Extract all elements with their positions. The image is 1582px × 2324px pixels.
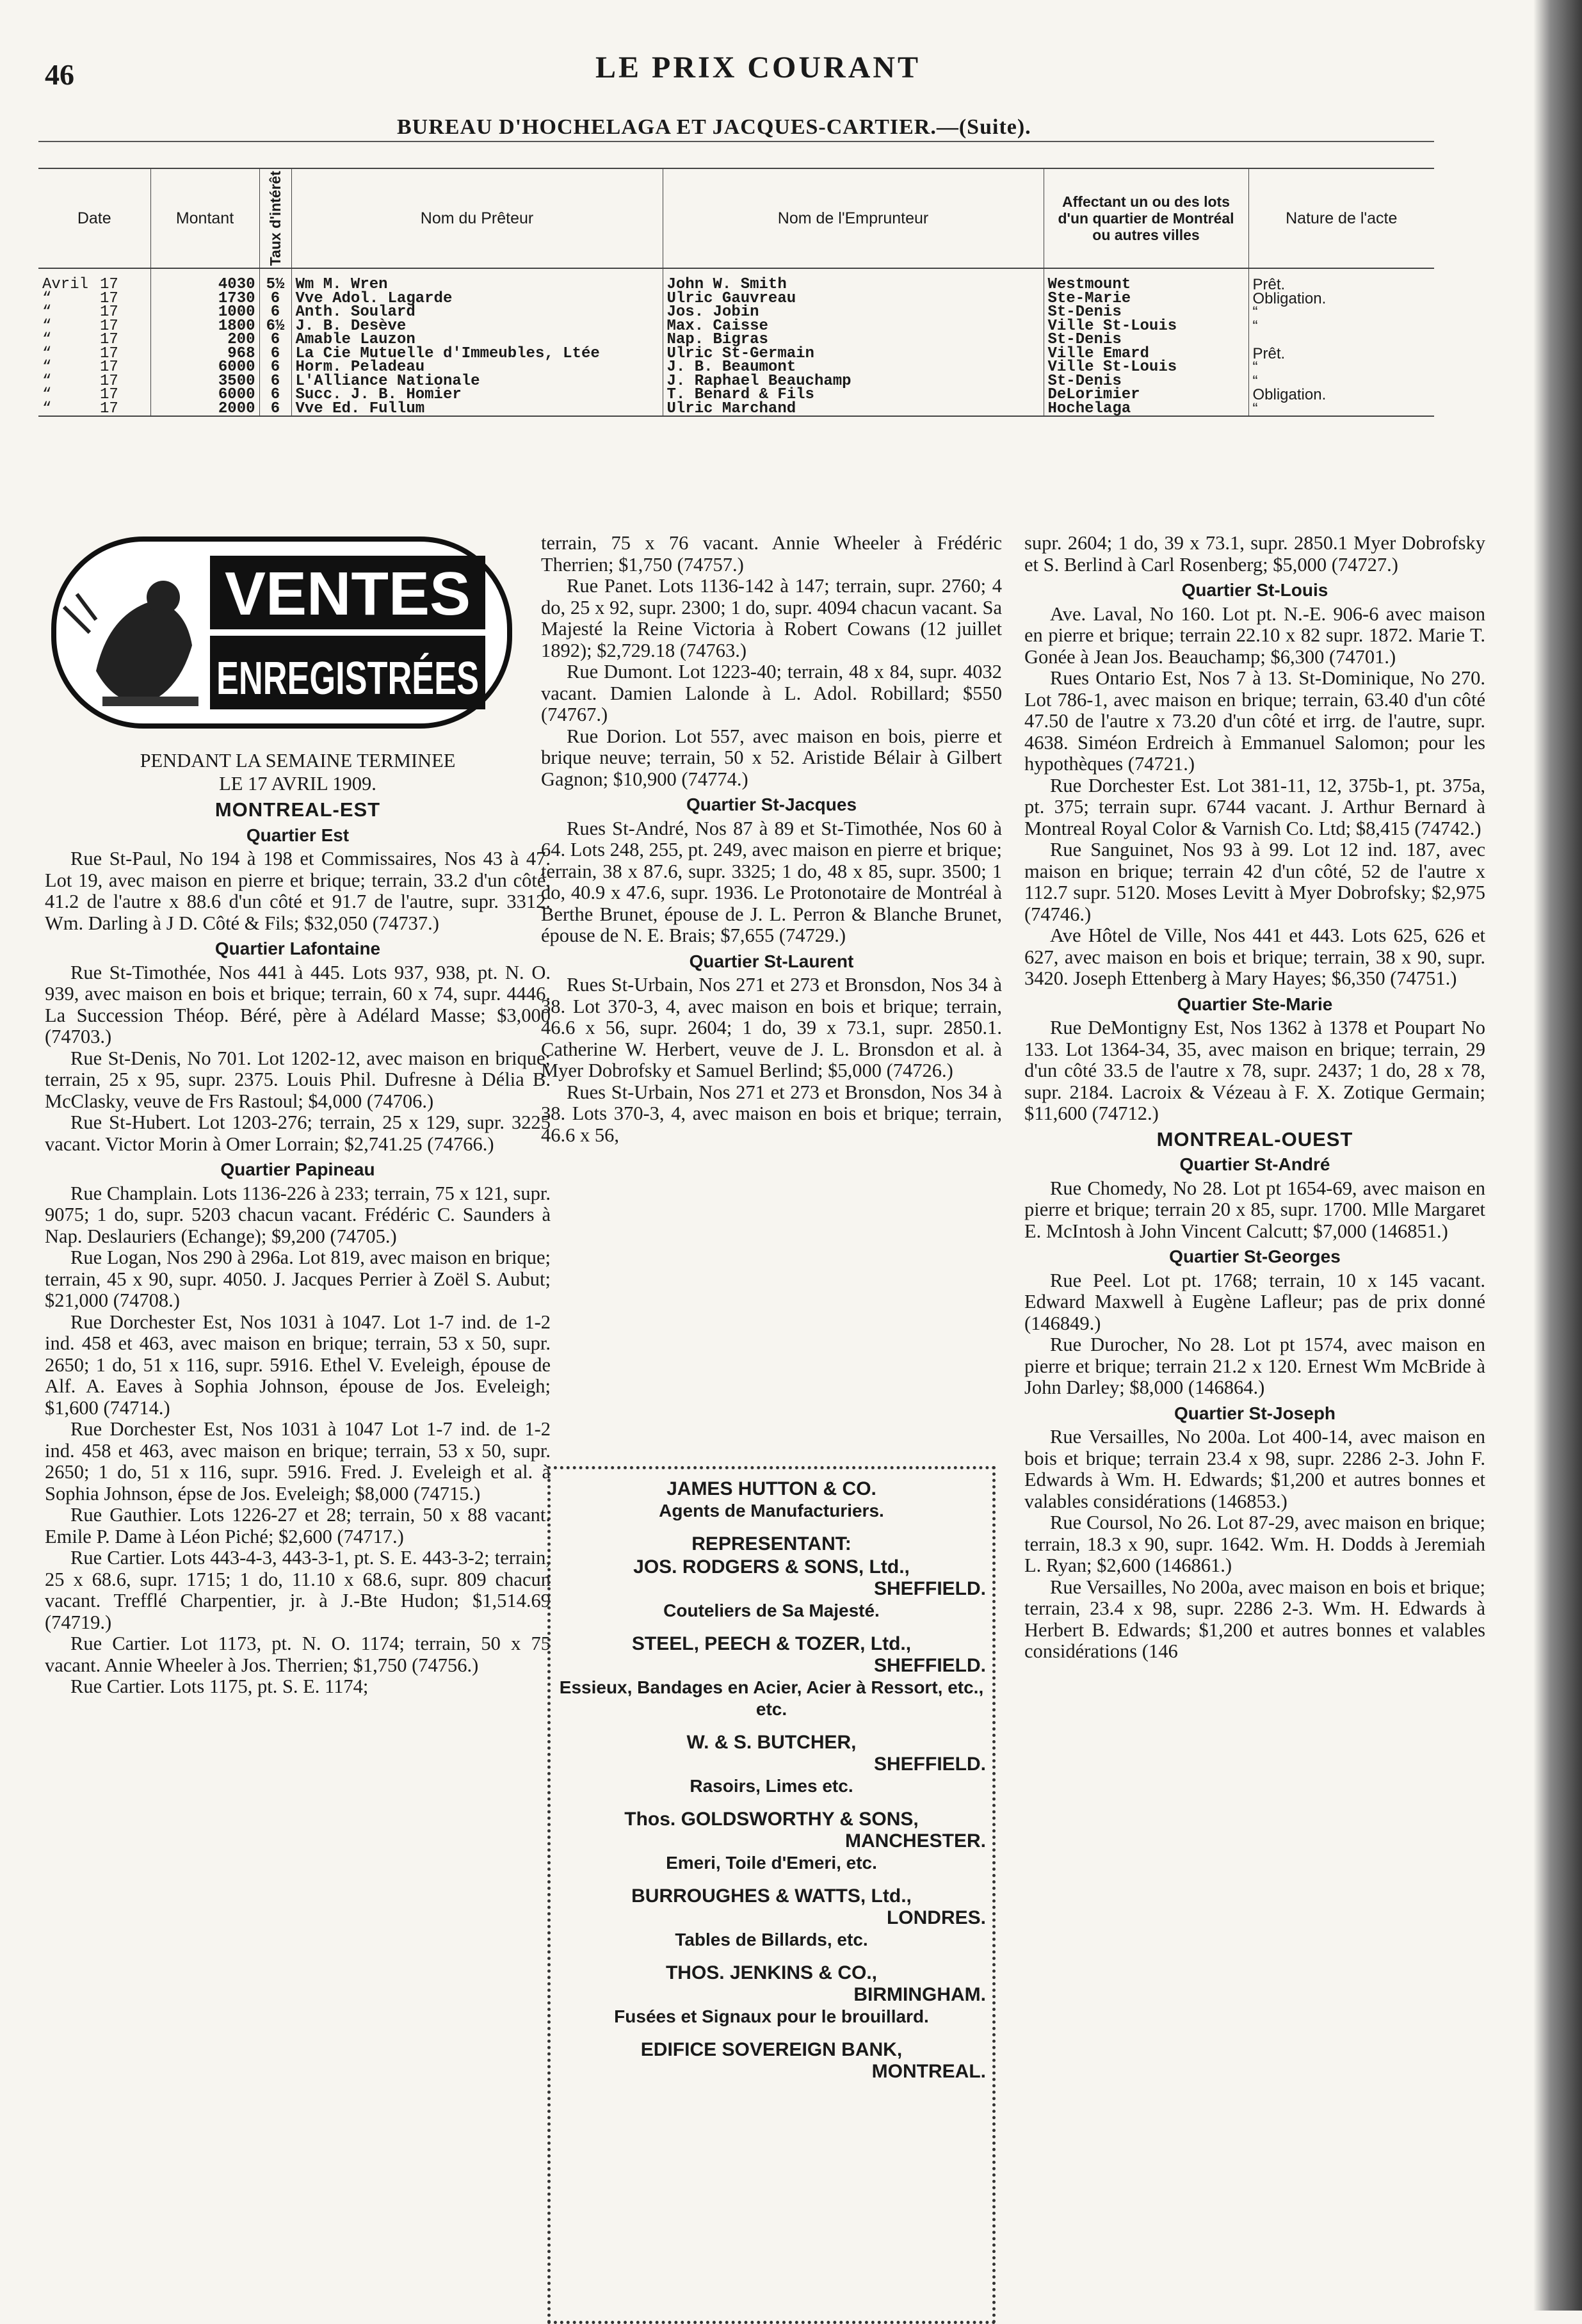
amount-cell: 6000 [150, 388, 259, 402]
rate-cell: 6 [259, 305, 291, 319]
ad-block [557, 1852, 986, 1874]
rate-cell: 6 [259, 292, 291, 306]
borrower-cell: Ulric Marchand [663, 402, 1044, 417]
ad-description: Agents de Manufacturiers. [659, 1501, 884, 1521]
ad-block [557, 1533, 986, 1555]
sale-entry: Rue Versailles, No 200a, avec maison en bois et brique; terrain, 23.4 x 98, supr. 2286 2-3. Wm. H. Edwards à Herbert B. Edwards; $1,200 et autres bonnes et valables considérations (146 [1024, 1576, 1485, 1662]
ad-city: MANCHESTER. [844, 1830, 986, 1852]
column-2-body [541, 533, 1002, 1146]
borrower-cell: Ulric Gauvreau [663, 292, 1044, 306]
lots-cell: Ville St-Louis [1044, 319, 1248, 334]
date-month: “ [42, 289, 52, 307]
ad-block [557, 2039, 986, 2083]
sale-entry: terrain, 75 x 76 vacant. Annie Wheeler à Frédéric Therrien; $1,750 (74757.) [541, 532, 1002, 576]
rate-cell: 6 [259, 360, 291, 375]
sale-entry: Rue Chomedy, No 28. Lot pt 1654-69, avec maison en pierre et brique; terrain 20 x 85, supr. 1700. Mlle Margaret E. McIntosh à John Vincent Calcutt; $7,000 (146851.) [1024, 1177, 1485, 1242]
col-nature: Nature de l'acte [1248, 168, 1434, 268]
date-cell [38, 305, 150, 319]
date-month: “ [42, 359, 52, 376]
lender-cell: Succ. J. B. Homier [291, 388, 663, 402]
ad-city: SHEFFIELD. [873, 1754, 986, 1775]
date-cell [38, 399, 150, 417]
lots-cell: St-Denis [1044, 375, 1248, 389]
lender-cell: Amable Lauzon [291, 333, 663, 347]
ad-company: W. & S. BUTCHER, [686, 1732, 857, 1753]
rate-cell: 6 [259, 402, 291, 417]
advertisement-james-hutton [547, 1466, 996, 2324]
ad-block [557, 1600, 986, 1622]
date-day: 17 [100, 386, 118, 403]
ad-block [557, 1929, 986, 1951]
week-line-2: LE 17 AVRIL 1909. [219, 773, 376, 795]
header-rule [38, 141, 1434, 142]
lots-cell: Ville St-Louis [1044, 360, 1248, 375]
date-day: 17 [100, 399, 118, 417]
lots-cell: Ste-Marie [1044, 292, 1248, 306]
page-number: 46 [45, 58, 74, 91]
lots-cell: DeLorimier [1044, 388, 1248, 402]
sale-entry: Rue Gauthier. Lots 1226-27 et 28; terrain, 50 x 88 vacant. Emile P. Dame à Léon Piché; $2,600 (74717.) [45, 1504, 551, 1547]
loans-table [38, 168, 1434, 417]
sale-entry: Rue St-Denis, No 701. Lot 1202-12, avec maison en brique; terrain, 25 x 95, supr. 2375. Louis Phil. Dufresne à Délia B. McClasky, veuve de Frs Rastoul; $4,000 (74706.) [45, 1047, 551, 1112]
date-day: 17 [100, 276, 118, 293]
district-heading: MONTREAL-EST [214, 798, 381, 821]
amount-cell: 968 [150, 347, 259, 361]
sale-entry: Rue Durocher, No 28. Lot pt 1574, avec maison en pierre et brique; terrain 21.2 x 120. Ernest Wm McBride à John Darley; $8,000 (146864.) [1024, 1334, 1485, 1398]
journal-title: LE PRIX COURANT [595, 51, 921, 85]
sale-entry: Rue Dorchester Est, Nos 1031 à 1047. Lot 1-7 ind. de 1-2 ind. 458 et 463, avec maison en brique; terrain, 53 x 50, supr. 2650; 1 do, 51 x 116, supr. 5916. Ethel V. Eveleigh, épouse de Alf. A. Eaves à Sophia Johnson, épouse de Jos. Eveleigh; $1,600 (74714.) [45, 1311, 551, 1419]
ad-description: Tables de Billards, etc. [675, 1930, 868, 1949]
ad-description: Couteliers de Sa Majesté. [663, 1601, 880, 1620]
lender-cell: Anth. Soulard [291, 305, 663, 319]
date-month: “ [42, 386, 52, 403]
ad-city: MONTREAL. [871, 2061, 986, 2082]
nature-cell: “ [1248, 305, 1434, 319]
date-day: 17 [100, 331, 118, 348]
quartier-heading: Quartier Lafontaine [214, 939, 381, 958]
sale-entry: Rue St-Hubert. Lot 1203-276; terrain, 25 x 129, supr. 3225 vacant. Victor Morin à Omer Lorrain; $2,741.25 (74766.) [45, 1111, 551, 1155]
ad-block [557, 1556, 986, 1600]
date-month: “ [42, 344, 52, 362]
ad-block [557, 1633, 986, 1677]
lender-cell: Horm. Peladeau [291, 360, 663, 375]
bureau-title: BUREAU D'HOCHELAGA ET JACQUES-CARTIER.—(Suite). [397, 115, 1031, 139]
column-1 [45, 749, 551, 1698]
date-month: “ [42, 331, 52, 348]
nature-cell: Prêt. [1248, 268, 1434, 292]
sale-entry: Rue Dorchester Est, Nos 1031 à 1047 Lot 1-7 ind. de 1-2 ind. 458 et 463, avec maison en brique; terrain, 53 x 50, supr. 2650; 1 do, 51 x 116, supr. 5916. Fred. J. Eveleigh et al. à Sophia Johnson, épse de Jos. Eveleigh; $8,000 (74715.) [45, 1418, 551, 1505]
ad-description: Essieux, Bandages en Acier, Acier à Ressort, etc., etc. [559, 1677, 984, 1719]
date-cell [38, 344, 150, 362]
sale-entry: Rue Cartier. Lot 1173, pt. N. O. 1174; terrain, 50 x 75 vacant. Annie Wheeler à Jos. Therrien; $1,750 (74756.) [45, 1633, 551, 1676]
nature-cell: “ [1248, 319, 1434, 334]
quartier-heading: Quartier Papineau [220, 1159, 375, 1179]
date-cell [38, 289, 150, 307]
ad-city: BIRMINGHAM. [853, 1984, 986, 2005]
date-cell [38, 372, 150, 390]
ad-block [557, 1478, 986, 1522]
ad-description: Fusées et Signaux pour le brouillard. [614, 2006, 929, 2026]
quartier-heading: Quartier St-Georges [1169, 1247, 1341, 1266]
lots-cell: Hochelaga [1044, 402, 1248, 417]
ad-company: BURROUGHES & WATTS, Ltd., [631, 1885, 912, 1907]
sale-entry: Rue Logan, Nos 290 à 296a. Lot 819, avec maison en brique; terrain, 45 x 90, supr. 4050. J. Jacques Perrier à Zoël S. Aubut; $21,000 (74708.) [45, 1247, 551, 1311]
ad-city: LONDRES. [886, 1907, 986, 1928]
amount-cell: 6000 [150, 360, 259, 375]
ad-company: JOS. RODGERS & SONS, Ltd., [633, 1556, 910, 1578]
nature-cell: “ [1248, 375, 1434, 389]
ad-company: EDIFICE SOVEREIGN BANK, [640, 2039, 903, 2060]
nature-cell: Obligation. [1248, 292, 1434, 306]
ad-description: Rasoirs, Limes etc. [690, 1776, 853, 1796]
date-month: “ [42, 303, 52, 321]
sale-entry: Rue Dumont. Lot 1223-40; terrain, 48 x 84, supr. 4032 vacant. Damien Lalonde à L. Adol. Robillard; $550 (74767.) [541, 661, 1002, 725]
ad-company: THOS. JENKINS & CO., [665, 1962, 878, 1983]
rate-cell: 5½ [259, 268, 291, 292]
date-day: 17 [100, 344, 118, 362]
quartier-heading: Quartier St-Laurent [689, 951, 854, 971]
date-month: “ [42, 372, 52, 390]
table-row [38, 268, 1434, 292]
rate-cell: 6½ [259, 319, 291, 334]
borrower-cell: J. B. Beaumont [663, 360, 1044, 375]
rate-cell: 6 [259, 347, 291, 361]
lender-cell: Wm M. Wren [291, 268, 663, 292]
col-lots: Affectant un ou des lots d'un quartier de Montréal ou autres villes [1044, 168, 1248, 268]
borrower-cell: Nap. Bigras [663, 333, 1044, 347]
svg-text:ENREGISTRÉES: ENREGISTRÉES [216, 653, 479, 704]
amount-cell: 1730 [150, 292, 259, 306]
amount-cell: 2000 [150, 402, 259, 417]
ad-company: JAMES HUTTON & CO. [666, 1478, 876, 1499]
table-row [38, 402, 1434, 417]
quartier-heading: Quartier Ste-Marie [1177, 994, 1333, 1014]
date-cell [38, 268, 150, 292]
ad-block [557, 1677, 986, 1720]
sale-entry: Rue Cartier. Lots 443-4-3, 443-3-1, pt. S. E. 443-3-2; terrain, 25 x 68.6, supr. 1715; 1 do, 11.10 x 68.6, supr. 809 chacun vacant. Trefflé Charpentier, jr. à J.-Bte Hudon; $1,514.69 (74719.) [45, 1547, 551, 1633]
ad-description: Emeri, Toile d'Emeri, etc. [666, 1853, 877, 1873]
ad-city: SHEFFIELD. [873, 1655, 986, 1676]
quartier-heading: Quartier St-Louis [1181, 580, 1328, 600]
date-cell [38, 360, 150, 375]
rate-cell: 6 [259, 375, 291, 389]
date-day: 17 [100, 303, 118, 321]
sale-entry: Rues St-André, Nos 87 à 89 et St-Timothée, Nos 60 à 64. Lots 248, 255, pt. 249, avec maison en pierre et brique; terrain, 38 x 87.6, supr. 3325; 1 do, 48 x 85, supr. 3500; 1 do, 40.9 x 47.6, supr. 1936. Le Protonotaire de Montréal à Berthe Brunet, épouse de J. L. Perron & Blanche Brunet, épouse de N. E. Brais; $7,655 (74729.) [541, 817, 1002, 946]
date-cell [38, 333, 150, 347]
amount-cell: 3500 [150, 375, 259, 389]
svg-text:VENTES: VENTES [224, 560, 471, 628]
amount-cell: 4030 [150, 268, 259, 292]
amount-cell: 1800 [150, 319, 259, 334]
amount-cell: 200 [150, 333, 259, 347]
date-day: 17 [100, 317, 118, 335]
quartier-heading: Quartier Est [246, 825, 350, 845]
ad-city: SHEFFIELD. [873, 1578, 986, 1599]
nature-cell: “ [1248, 360, 1434, 375]
quartier-heading: Quartier St-Jacques [686, 795, 857, 814]
column-2 [541, 533, 1002, 1146]
rate-cell: 6 [259, 333, 291, 347]
lots-cell: St-Denis [1044, 305, 1248, 319]
table-body [38, 268, 1434, 416]
borrower-cell: J. Raphael Beauchamp [663, 375, 1044, 389]
lots-cell: St-Denis [1044, 333, 1248, 347]
sale-entry: Rue DeMontigny Est, Nos 1362 à 1378 et Poupart No 133. Lot 1364-34, 35, avec maison en brique; terrain, 29 d'un côté 33.5 de l'autre x 78, supr. 2437; 1 do, 28 x 78, supr. 2184. Lacroix & Vézeau à F. X. Zotique Germain; $11,600 (74712.) [1024, 1017, 1485, 1124]
date-cell [38, 319, 150, 334]
lender-cell: Vve Adol. Lagarde [291, 292, 663, 306]
page-binding-edge [1533, 0, 1582, 2311]
sale-entry: Ave. Laval, No 160. Lot pt. N.-E. 906-6 avec maison en pierre et brique; terrain 22.10 x 82 supr. 1872. Marie T. Gonée à Jean Jos. Beauchamp; $6,300 (74701.) [1024, 602, 1485, 668]
col-rate: Taux d'intérêt [259, 168, 291, 268]
nature-cell: Obligation. [1248, 388, 1434, 402]
borrower-cell: Max. Caisse [663, 319, 1044, 334]
lender-cell: L'Alliance Nationale [291, 375, 663, 389]
col-amount: Montant [150, 168, 259, 268]
date-month: Avril [42, 276, 89, 293]
sale-entry: Rue Dorchester Est. Lot 381-11, 12, 375b-1, pt. 375a, pt. 375; terrain supr. 6744 vacant. J. Arthur Bernard à Montreal Royal Color & Varnish Co. Ltd; $8,415 (74742.) [1024, 774, 1485, 839]
sale-entry: supr. 2604; 1 do, 39 x 73.1, supr. 2850.1 Myer Dobrofsky et S. Berlind à Carl Rosenberg; $5,000 (74727.) [1024, 532, 1485, 576]
lots-cell: Westmount [1044, 268, 1248, 292]
quartier-heading: Quartier St-Joseph [1174, 1403, 1336, 1423]
date-day: 17 [100, 289, 118, 307]
sale-entry: Rue Cartier. Lots 1175, pt. S. E. 1174; [70, 1675, 369, 1697]
ad-block [557, 1885, 986, 1929]
lender-cell: J. B. Desève [291, 319, 663, 334]
date-cell [38, 388, 150, 402]
sale-entry: Rue Peel. Lot pt. 1768; terrain, 10 x 145 vacant. Edward Maxwell à Eugène Lafleur; pas de prix donné (146849.) [1024, 1269, 1485, 1334]
sale-entry: Rues St-Urbain, Nos 271 et 273 et Bronsdon, Nos 34 à 38. Lots 370-3, 4, avec maison en bois et brique; terrain, 46.6 x 56, [541, 1081, 1002, 1146]
week-heading [45, 749, 551, 795]
week-line-1: PENDANT LA SEMAINE TERMINEE [140, 750, 456, 771]
date-day: 17 [100, 359, 118, 376]
sale-entry: Rue St-Paul, No 194 à 198 et Commissaires, Nos 43 à 47. Lot 19, avec maison en pierre et brique; terrain, 33.2 d'un côté, 41.2 de l'autre x 88.6 d'un côté et 91.7 de l'autre, supr. 3312. Wm. Darling à J D. Côté & Fils; $32,050 (74737.) [45, 848, 551, 934]
sale-entry: Ave Hôtel de Ville, Nos 441 et 443. Lots 625, 626 et 627, avec maison en bois et brique; terrain, 38 x 90, supr. 3420. Joseph Ettenberg à Mary Hayes; $6,350 (74751.) [1024, 924, 1485, 989]
col-borrower: Nom de l'Emprunteur [663, 168, 1044, 268]
column-3 [1024, 533, 1485, 1663]
sale-entry: Rue Coursol, No 26. Lot 87-29, avec maison en brique; terrain, 18.3 x 90, supr. 1642. Wm. H. Dodds à Jeremiah L. Ryan; $2,600 (146861.) [1024, 1512, 1485, 1576]
sale-entry: Rue Versailles, No 200a. Lot 400-14, avec maison en bois et brique; terrain 23.4 x 98, supr. 2286 2-3. John F. Edwards à Wm. H. Edwards; $1,200 et autres bonnes et valables considérations (146853.) [1024, 1426, 1485, 1512]
borrower-cell: Jos. Jobin [663, 305, 1044, 319]
ad-block [557, 1809, 986, 1852]
column-1-body [45, 799, 551, 1698]
lots-cell: Ville Emard [1044, 347, 1248, 361]
ad-block [557, 1962, 986, 2006]
borrower-cell: T. Benard & Fils [663, 388, 1044, 402]
nature-cell: Prêt. [1248, 347, 1434, 361]
ad-company: REPRESENTANT: [691, 1533, 852, 1554]
ad-block [557, 1775, 986, 1797]
lender-cell: Vve Ed. Fullum [291, 402, 663, 417]
ad-block [557, 1732, 986, 1775]
col-lender: Nom du Prêteur [291, 168, 663, 268]
column-3-body [1024, 533, 1485, 1663]
ad-company: Thos. GOLDSWORTHY & SONS, [624, 1809, 919, 1830]
ad-company: STEEL, PEECH & TOZER, Ltd., [631, 1633, 912, 1654]
ad-block [557, 2006, 986, 2028]
sale-entry: Rues St-Urbain, Nos 271 et 273 et Bronsdon, Nos 34 à 38. Lot 370-3, 4, avec maison en bois et brique; terrain, 46.6 x 56, supr. 2604; 1 do, 39 x 73.1, supr. 2850.1. Catherine W. Herbert, veuve de J. L. Bronsdon et al. à Myer Dobrofsky et Samuel Berlind; $5,000 (74726.) [541, 974, 1002, 1081]
sale-entry: Rue St-Timothée, Nos 441 à 445. Lots 937, 938, pt. N. O. 939, avec maison en bois et brique; terrain, 60 x 74, supr. 4446. La Succession Théop. Béré, père à Adélard Masse; $3,000 (74703.) [45, 961, 551, 1047]
sale-entry: Rue Panet. Lots 1136-142 à 147; terrain, supr. 2760; 4 do, 25 x 92, supr. 2300; 1 do, supr. 4094 chacun vacant. Sa Majesté la Reine Victoria à Robert Cowans (12 juillet 1892); $2,729.18 (74763.) [541, 575, 1002, 661]
sale-entry: Rue Champlain. Lots 1136-226 à 233; terrain, 75 x 121, supr. 9075; 1 do, supr. 5203 chacun vacant. Frédéric C. Saunders à Nap. Deslauriers (Echange); $9,200 (74705.) [45, 1182, 551, 1247]
district-heading: MONTREAL-OUEST [1156, 1127, 1353, 1150]
amount-cell: 1000 [150, 305, 259, 319]
sale-entry: Rue Dorion. Lot 557, avec maison en bois, pierre et brique neuve; terrain, 50 x 52. Aristide Bélair à Gilbert Gagnon; $10,900 (74774.) [541, 725, 1002, 790]
borrower-cell: John W. Smith [663, 268, 1044, 292]
date-month: “ [42, 399, 52, 417]
sale-entry: Rue Sanguinet, Nos 93 à 99. Lot 12 ind. 187, avec maison en brique; terrain 42 d'un côté, 52 de l'autre x 112.7 supr. 5120. Moses Levitt à Myer Dobrofsky; $2,975 (74746.) [1024, 839, 1485, 925]
rate-cell: 6 [259, 388, 291, 402]
borrower-cell: Ulric St-Germain [663, 347, 1044, 361]
quartier-heading: Quartier St-André [1179, 1154, 1330, 1174]
nature-cell: “ [1248, 402, 1434, 417]
date-day: 17 [100, 372, 118, 390]
date-month: “ [42, 317, 52, 335]
lender-cell: La Cie Mutuelle d'Immeubles, Ltée [291, 347, 663, 361]
sale-entry: Rues Ontario Est, Nos 7 à 13. St-Dominique, No 270. Lot 786-1, avec maison en brique; terrain, 63.40 d'un côté 47.50 de l'autre x 73.20 d'un côté et irrg. de l'autre, supr. 4638. Siméon Erdreich à Emmanuel Salomon; pour les hypothèques (74721.) [1024, 667, 1485, 775]
table-header-row [38, 168, 1434, 268]
ventes-enregistrees-logo [51, 537, 512, 729]
col-date: Date [38, 168, 150, 268]
